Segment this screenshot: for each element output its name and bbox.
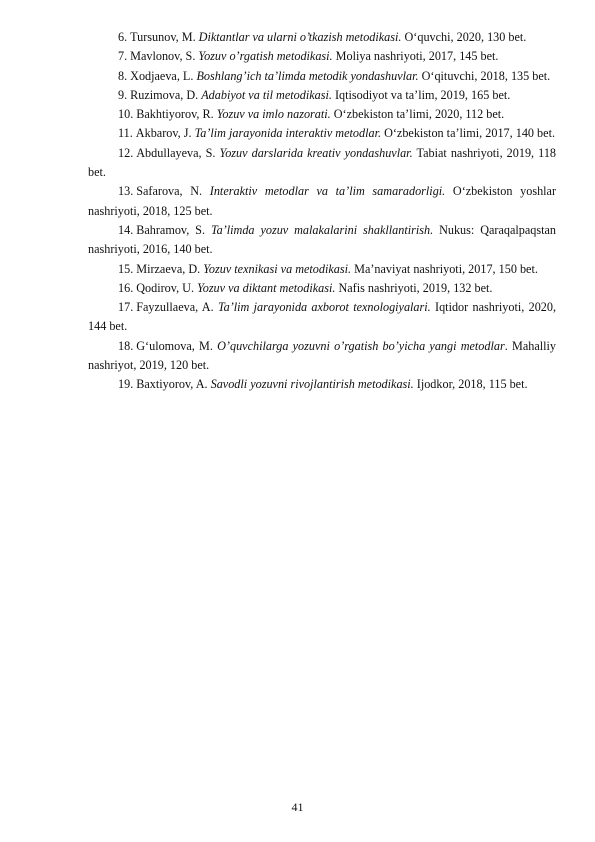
reference-number: 6.: [118, 30, 128, 44]
reference-item: [88, 105, 556, 124]
reference-number: 10.: [118, 107, 134, 122]
reference-number: 16.: [118, 280, 134, 295]
reference-author: Xodjaeva, L.: [130, 68, 194, 83]
reference-publisher: Iqtidor nashriyoti, 2020, 144 bet.: [88, 300, 557, 334]
reference-publisher: Moliya nashriyoti, 2017, 145 bet.: [335, 49, 499, 64]
reference-number: 8.: [118, 68, 128, 83]
reference-item: [88, 298, 556, 337]
reference-title: Ta’lim jarayonida axborot texnologiyalari.: [217, 300, 431, 315]
reference-list: [88, 28, 556, 395]
reference-number: 19.: [118, 377, 134, 392]
reference-title: Interaktiv metodlar va ta’lim samaradorligi.: [209, 184, 446, 199]
reference-title: Ta’limda yozuv malakalarini shakllantirish.: [210, 222, 434, 237]
reference-publisher: Tabiat nashriyoti, 2019, 118 bet.: [88, 145, 557, 180]
reference-item: [88, 182, 556, 221]
reference-item: [88, 279, 556, 298]
reference-author: Ruzimova, D.: [130, 87, 199, 102]
reference-publisher: Nafis nashriyoti, 2019, 132 bet.: [338, 280, 493, 295]
reference-publisher: Ma’naviyat nashriyoti, 2017, 150 bet.: [354, 261, 538, 276]
reference-number: 12.: [118, 145, 134, 160]
reference-title: O’quvchilarga yozuvni o’rgatish bo’yicha yangi metodlar: [217, 338, 505, 353]
reference-item: [88, 144, 556, 183]
reference-publisher: O‘zbekiston yoshlar nashriyoti, 2018, 125 bet.: [88, 184, 557, 218]
reference-item: [88, 67, 556, 86]
reference-author: G‘ulomova, M.: [136, 338, 213, 353]
reference-author: Mirzaeva, D.: [136, 261, 201, 276]
page-number: 41: [291, 800, 304, 814]
reference-publisher: Iqtisodiyot va ta’lim, 2019, 165 bet.: [334, 87, 511, 102]
reference-title: Savodli yozuvni rivojlantirish metodikasi.: [210, 377, 414, 392]
reference-number: 11.: [118, 126, 133, 141]
reference-author: Tursunov, M.: [130, 30, 196, 44]
reference-publisher: O‘quvchi, 2020, 130 bet.: [404, 30, 527, 44]
reference-author: Akbarov, J.: [135, 126, 192, 141]
reference-item: [88, 221, 556, 260]
reference-title: Ta’lim jarayonida interaktiv metodlar.: [194, 126, 382, 141]
reference-author: Mavlonov, S.: [130, 49, 196, 64]
reference-item: [88, 260, 556, 279]
reference-title: Yozuv va diktant metodikasi.: [197, 280, 336, 295]
reference-publisher: . Mahalliy nashriyot, 2019, 120 bet.: [88, 338, 556, 373]
reference-number: 17.: [118, 300, 134, 315]
reference-item: [88, 47, 556, 66]
reference-number: 9.: [118, 87, 128, 102]
reference-number: 18.: [118, 338, 134, 353]
reference-item: [88, 124, 556, 143]
reference-author: Qodirov, U.: [136, 280, 195, 295]
reference-author: Bakhtiyorov, R.: [136, 107, 214, 122]
reference-item: [88, 28, 556, 47]
reference-publisher: Ijodkor, 2018, 115 bet.: [416, 377, 528, 392]
reference-item: [88, 86, 556, 105]
reference-author: Abdullayeva, S.: [136, 145, 216, 160]
reference-number: 14.: [118, 222, 134, 237]
reference-title: Yozuv o’rgatish metodikasi.: [198, 49, 333, 64]
reference-publisher: O‘zbekiston ta’limi, 2020, 112 bet.: [333, 107, 505, 122]
reference-author: Safarova, N.: [136, 184, 203, 199]
reference-author: Bahramov, S.: [136, 222, 206, 237]
reference-title: Yozuv texnikasi va metodikasi.: [203, 261, 352, 276]
reference-publisher: O‘zbekiston ta’limi, 2017, 140 bet.: [384, 126, 555, 141]
reference-author: Baxtiyorov, A.: [136, 377, 208, 392]
reference-item: [88, 337, 556, 376]
reference-publisher: Nukus: Qaraqalpaqstan nashriyoti, 2016, 140 bet.: [88, 222, 557, 257]
reference-item: [88, 375, 556, 394]
reference-publisher: O‘qituvchi, 2018, 135 bet.: [421, 68, 551, 83]
reference-title: Adabiyot va til metodikasi.: [201, 87, 332, 102]
reference-title: Yozuv va imlo nazorati.: [216, 107, 331, 122]
reference-number: 15.: [118, 261, 134, 276]
reference-title: Boshlang’ich ta’limda metodik yondashuvlar.: [196, 68, 419, 83]
reference-number: 7.: [118, 49, 128, 64]
reference-author: Fayzullaeva, A.: [136, 300, 214, 315]
reference-title: Yozuv darslarida kreativ yondashuvlar.: [219, 145, 413, 160]
reference-title: Diktantlar va ularni o’tkazish metodikasi.: [198, 30, 402, 44]
reference-number: 13.: [118, 184, 134, 199]
